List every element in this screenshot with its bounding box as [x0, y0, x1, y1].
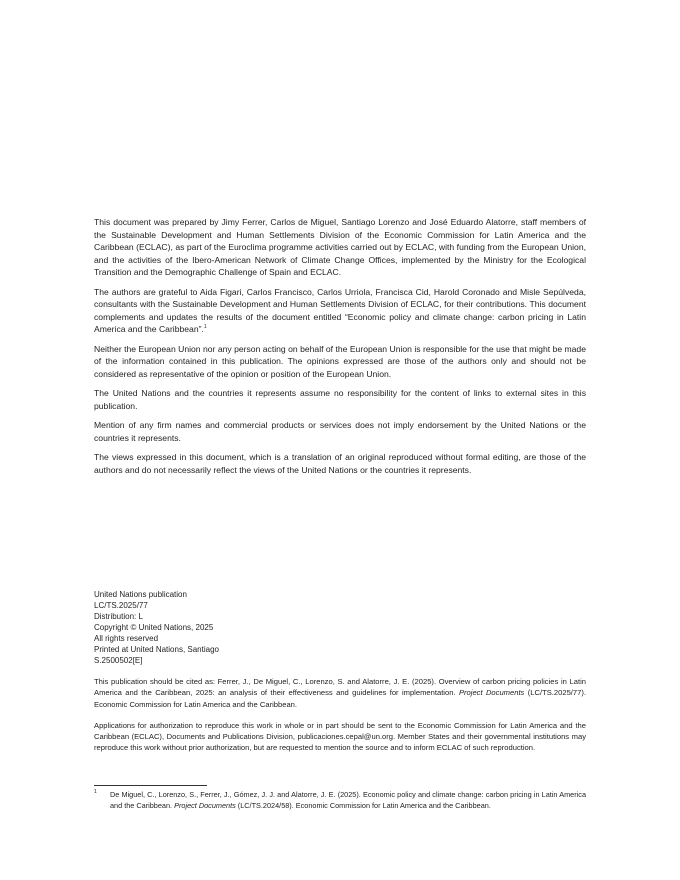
document-symbol: LC/TS.2025/77 [94, 601, 148, 610]
printed-at: Printed at United Nations, Santiago [94, 645, 219, 654]
views-disclaimer: The views expressed in this document, which is a translation of an original reproduced without formal editing, are those of the authors and do not necessarily reflect the views of the United Nations or the countries it represents. [94, 452, 586, 475]
acknowledgements-paragraph [94, 286, 586, 336]
publication-meta [94, 589, 586, 666]
eu-disclaimer-paragraph: Neither the European Union nor any person acting on behalf of the European Union is responsible for the use that might be made of the information contained in this publication. The opinions expressed are those of the authors only and should not be considered as representative of the opinion or position of the European Union. [94, 343, 586, 379]
external-links-disclaimer: The United Nations and the countries it represents assume no responsibility for the content of links to external sites in this publication. [94, 388, 586, 411]
applications-paragraph: Applications for authorization to reproduce this work in whole or in part should be sent to the Economic Commission for Latin America and the Caribbean (ECLAC), Documents and Publications Division, publicaciones.cepal@un.org. Member States and their governmental institutions may reproduce this work without prior authorization, but are requested to mention the source and to inform ECLAC of such reproduction. [94, 720, 586, 753]
copyright: Copyright © United Nations, 2025 [94, 623, 214, 632]
citation-text: This publication should be cited as: Ferrer, J., De Miguel, C., Lorenzo, S. and Alatorre, J. E. (2025). Overview of carbon pricing policies in Latin America and the Caribbean, 2025: an analysis of their effectiveness and guidelines for implementation. [94, 677, 586, 698]
footnote-number: 1 [94, 789, 97, 795]
endorsement-disclaimer: Mention of any firm names and commercial products or services does not imply endorsement by the United Nations or the countries it represents. [94, 420, 586, 443]
citation-paragraph [94, 676, 586, 710]
citation-series: Project Documents [458, 688, 525, 698]
publication-info [94, 589, 586, 754]
footnote-divider [94, 785, 207, 786]
citation-suffix: (LC/TS.2025/77). Economic Commission for Latin America and the Caribbean. [94, 688, 586, 709]
footnote [94, 789, 586, 811]
sales-number: S.2500502[E] [94, 656, 143, 665]
footnote-reference-text: De Miguel, C., Lorenzo, S., Ferrer, J., Gómez, J. J. and Alatorre, J. E. (2025). Economic policy and climate change: carbon pricing in Latin America and the Caribbean. [110, 790, 586, 810]
publication-type: United Nations publication [94, 590, 187, 599]
footnote-reference[interactable]: 1 [203, 324, 207, 331]
footnote-suffix: (LC/TS.2024/58). Economic Commission for Latin America and the Caribbean. [237, 801, 491, 810]
rights-reserved: All rights reserved [94, 634, 159, 643]
acknowledgements-text: The authors are grateful to Aida Figari, Carlos Francisco, Carlos Urriola, Francisca Cid, Harold Coronado and Misle Sepúlveda, consultants with the Sustainable Development and Human Settlements Division of ECLAC, for their contributions. This document complements and updates the results of the document entitled “Economic policy and climate change: carbon pricing in Latin America and the Caribbean”. [94, 286, 586, 334]
footnote-text [110, 789, 586, 811]
intro-section [94, 216, 586, 476]
preparation-paragraph: This document was prepared by Jimy Ferrer, Carlos de Miguel, Santiago Lorenzo and José Eduardo Alatorre, staff members of the Sustainable Development and Human Settlements Division of the Economic Commission for Latin America and the Caribbean (ECLAC), as part of the Euroclima programme activities carried out by ECLAC, with funding from the European Union, and the activities of the Ibero-American Network of Climate Change Offices, implemented by the Ministry for the Ecological Transition and the Demographic Challenge of Spain and ECLAC. [94, 217, 586, 277]
distribution: Distribution: L [94, 612, 143, 621]
footnote-series: Project Documents [174, 801, 236, 810]
